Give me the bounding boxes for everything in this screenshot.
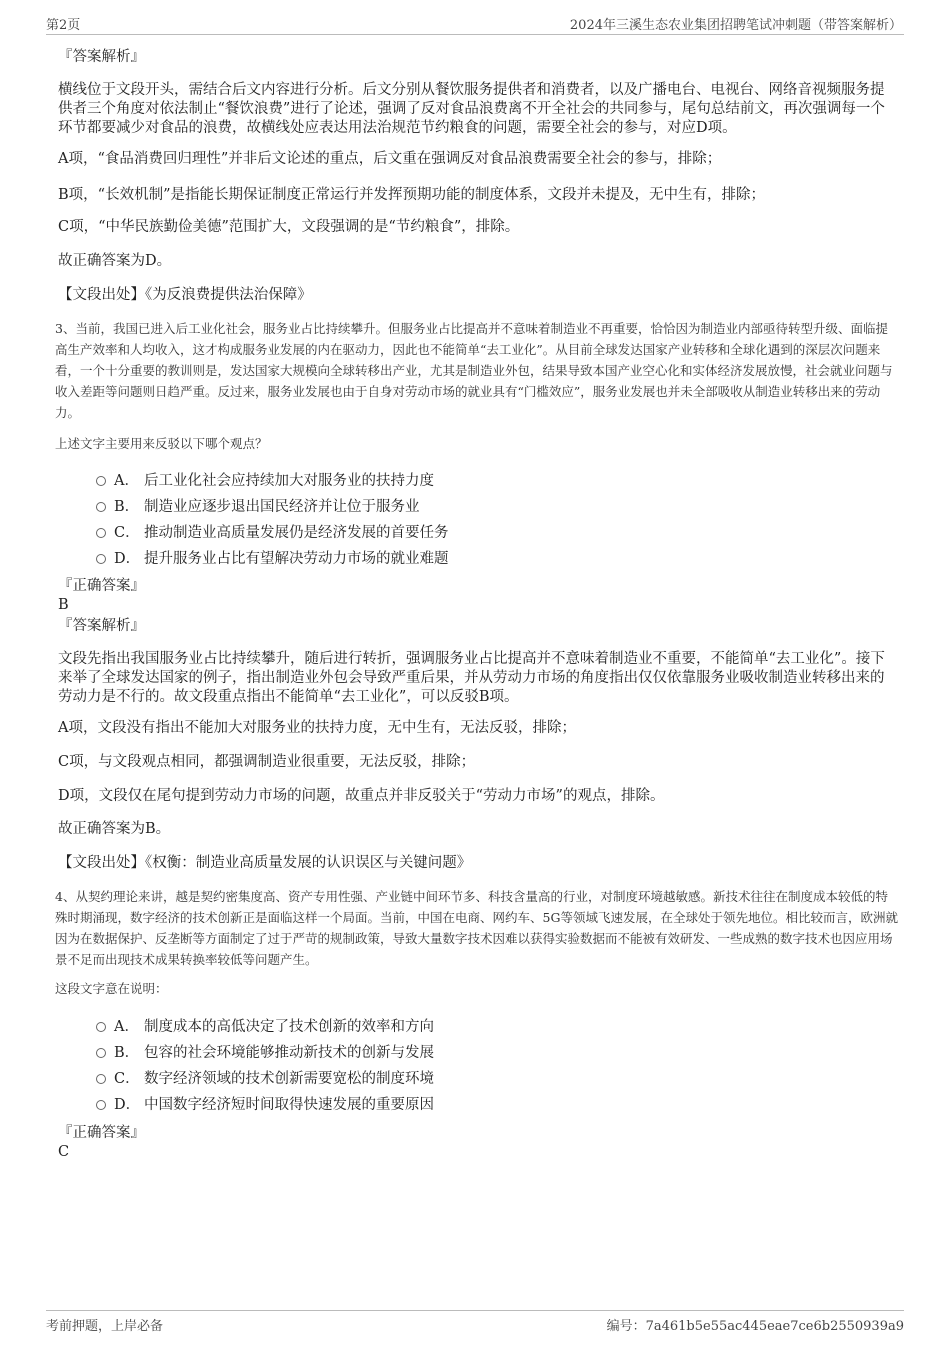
q3-option-a-analysis: A项，文段没有指出不能加大对服务业的扶持力度，无中生有，无法反驳，排除；	[58, 720, 576, 736]
q3-analysis-label: 『答案解析』	[58, 618, 145, 634]
q4-option-b[interactable]: B． 包容的社会环境能够推动新技术的创新与发展	[96, 1043, 434, 1063]
q2-option-c-analysis: C项，“中华民族勤俭美德”范围扩大，文段强调的是“节约粮食”，排除。	[58, 219, 520, 235]
radio-icon[interactable]	[96, 1074, 106, 1084]
footer-slogan: 考前押题，上岸必备	[46, 1319, 164, 1334]
q3-conclusion: 故正确答案为B。	[58, 821, 171, 837]
q3-option-b[interactable]: B． 制造业应逐步退出国民经济并让位于服务业	[96, 497, 420, 517]
document-id: 编号：7a461b5e55ac445eae7ce6b2550939a9	[606, 1319, 904, 1334]
q2-analysis-text: 横线位于文段开头，需结合后文内容进行分析。后文分别从餐饮服务提供者和消费者，以及广播电台、电视台、网络音视频服务提供者三个角度对依法制止“餐饮浪费”进行了论述，强调了反对食品浪费离不开全社会的共同参与，尾句总结前文，再次强调每一个环节都要减少对食品的浪费，故横线处应表达用法治规范节约粮食的问题，需要全社会的参与，对应D项。	[58, 82, 885, 136]
radio-icon[interactable]	[96, 502, 106, 512]
q3-option-a[interactable]: A． 后工业化社会应持续加大对服务业的扶持力度	[96, 471, 434, 491]
radio-icon[interactable]	[96, 554, 106, 564]
radio-icon[interactable]	[96, 476, 106, 486]
q2-analysis-label: 『答案解析』	[58, 49, 145, 65]
q4-answer-label: 『正确答案』	[58, 1125, 145, 1141]
q4-option-d[interactable]: D． 中国数字经济短时间取得快速发展的重要原因	[96, 1095, 434, 1115]
q2-option-a-analysis: A项，“食品消费回归理性”并非后文论述的重点，后文重在强调反对食品浪费需要全社会的参与，排除；	[58, 151, 722, 167]
q3-source: 【文段出处】《权衡：制造业高质量发展的认识误区与关键问题》	[58, 855, 472, 871]
q3-passage: 3、当前，我国已进入后工业化社会，服务业占比持续攀升。但服务业占比提高并不意味着制造业不再重要，恰恰因为制造业内部亟待转型升级、面临提高生产效率和人均收入，这才构成服务业发展的内在驱动力，因此也不能简单“去工业化”。从目前全球发达国家产业转移和全球化遇到的深层次问题来看，一个十分重要的教训则是，发达国家大规模向全球转移出产业，尤其是制造业外包，结果导致本国产业空心化和实体经济发展放慢，社会就业问题与收入差距等问题则日趋严重。反过来，服务业发展也由于自身对劳动市场的就业具有“门槛效应”，服务业发展也并未全部吸收从制造业转移出来的劳动力。	[55, 321, 893, 420]
q3-question: 上述文字主要用来反驳以下哪个观点？	[55, 436, 268, 451]
q3-option-d-analysis: D项，文段仅在尾句提到劳动力市场的问题，故重点并非反驳关于“劳动力市场”的观点，排除。	[58, 788, 665, 804]
radio-icon[interactable]	[96, 528, 106, 538]
q2-conclusion: 故正确答案为D。	[58, 253, 172, 269]
q2-option-b-analysis: B项，“长效机制”是指能长期保证制度正常运行并发挥预期功能的制度体系，文段并未提及，无中生有，排除；	[58, 187, 765, 203]
q4-passage: 4、从契约理论来讲，越是契约密集度高、资产专用性强、产业链中间环节多、科技含量高的行业，对制度环境越敏感。新技术往往在制度成本较低的特殊时期涌现，数字经济的技术创新正是面临这样一个局面。当前，中国在电商、网约车、5G等领域飞速发展，在全球处于领先地位。相比较而言，欧洲就因为在数据保护、反垄断等方面制定了过于严苛的规制政策，导致大量数字技术因难以获得实验数据而不能被有效研发、一些成熟的数字技术也因应用场景不足而出现技术成果转换率较低等问题产生。	[55, 889, 898, 967]
q3-answer-label: 『正确答案』	[58, 578, 145, 594]
q3-option-d[interactable]: D． 提升服务业占比有望解决劳动力市场的就业难题	[96, 549, 449, 569]
q4-question: 这段文字意在说明：	[55, 981, 168, 996]
q3-answer: B	[58, 597, 69, 613]
page-header	[46, 14, 904, 35]
q3-option-c[interactable]: C． 推动制造业高质量发展仍是经济发展的首要任务	[96, 523, 449, 543]
q3-analysis-text: 文段先指出我国服务业占比持续攀升，随后进行转折，强调服务业占比提高并不意味着制造业不重要，不能简单“去工业化”。接下来举了全球发达国家的例子，指出制造业外包会导致严重后果，并从劳动力市场的角度指出仅仅依靠服务业吸收制造业转移出来的劳动力是不行的。故文段重点指出不能简单“去工业化”，可以反驳B项。	[58, 651, 885, 705]
document-title: 2024年三溪生态农业集团招聘笔试冲刺题（带答案解析）	[569, 18, 902, 33]
q4-answer: C	[58, 1144, 70, 1160]
radio-icon[interactable]	[96, 1022, 106, 1032]
radio-icon[interactable]	[96, 1100, 106, 1110]
page-number: 第2页	[46, 18, 81, 33]
q4-option-c[interactable]: C． 数字经济领域的技术创新需要宽松的制度环境	[96, 1069, 434, 1089]
q3-option-c-analysis: C项，与文段观点相同，都强调制造业很重要，无法反驳，排除；	[58, 754, 476, 770]
page-footer	[46, 1310, 904, 1334]
radio-icon[interactable]	[96, 1048, 106, 1058]
q2-source: 【文段出处】《为反浪费提供法治保障》	[58, 287, 312, 303]
q4-option-a[interactable]: A． 制度成本的高低决定了技术创新的效率和方向	[96, 1017, 434, 1037]
